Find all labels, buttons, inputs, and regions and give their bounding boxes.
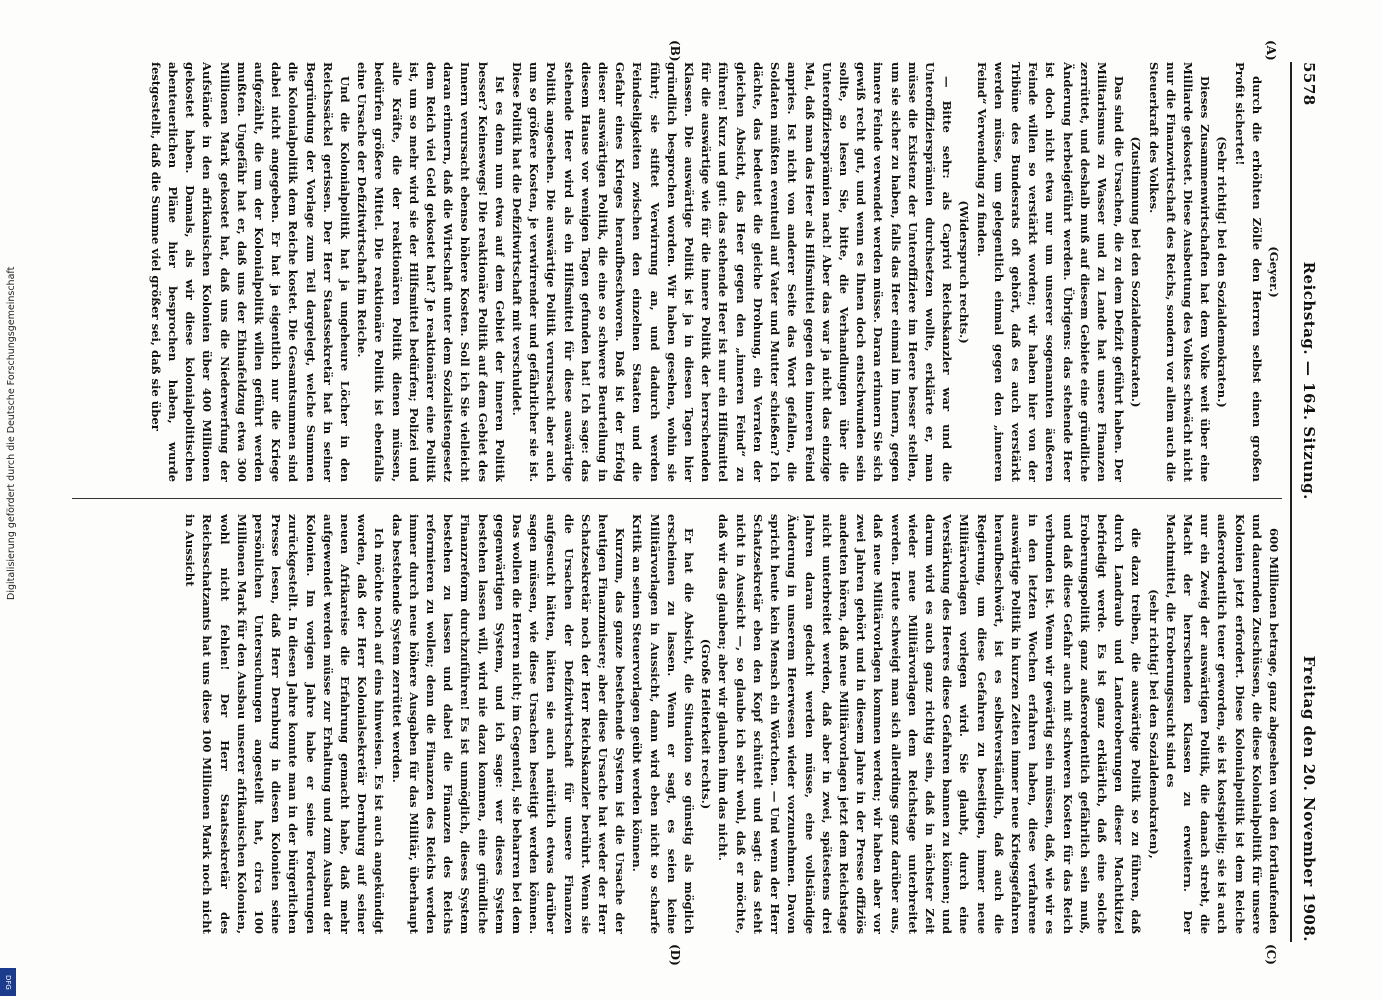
paragraph: 600 Millionen betrage, ganz abgesehen von den fortlaufenden und dauernden Zuschüssen, die diese Kolonialpolitik für unsere Kolonien jetzt erfordert. Diese Kolonialpolitik ist dem Reiche außerordentlich teuer geworden, sie ist kostspielig; sie ist auch nur ein Zweig der auswärtigen Politik, die danach strebt, die Macht der herrschenden Klassen zu erweitern. Der Machtmittel, die Eroberungssucht sind es	[1163, 514, 1281, 934]
paragraph: Und die Kolonialpolitik hat ja ungeheure Löcher in den Reichssäckel gerissen. Der Herr Staatssekretär hat in seiner Begründung der Vorlage zum Teil dargelegt, welche Summen die Kolonialpolitik dem Reiche kostet. Die Gesamtsummen sind dabei nicht angegeben. Er hat ja eigentlich nur die Kriege aufgezählt, die um der Kolonialpolitik willen geführt werden mußten. Ungefähr hat er, daß uns der Ehinafeldzug etwa 300 Millionen Mark gekostet hat, daß uns die Niederwerfung der Aufstände in den afrikanischen Kolonien über 400 Millionen gekostet haben. Damals, als wir diese kolonialpolitischen abenteuerlichen Pläne hier besprochen haben, wurde festgestellt, daß die Summe viel größer sei, daß sie über	[148, 62, 353, 482]
margin-marker-d: (D)	[668, 944, 682, 966]
paragraph: Ist es denn nun etwa auf dem Gebiet der inneren Politik besser? Keineswegs! Die reaktionäre Politik auf dem Gebiet des Innern verursacht ebenso höhere Kosten. Soll ich Sie vielleicht daran erinnern, daß die Wirtschaft unter dem Sozialistengesetz dem Reich viel Geld gekostet hat? Je reaktionärer eine Politik ist, um so mehr wird sie der Hilfsmittel bedürfen; Polizei und alle Kräfte, die der reaktionären Politik dienen müssen, bedürfen größere Mittel. Die reaktionäre Politik ist ebenfalls eine Ursache der Defizitwirtschaft im Reiche.	[355, 62, 507, 482]
margin-marker-b: (B)	[668, 40, 682, 62]
rotated-page-content	[62, 40, 1322, 966]
publication-title: Reichstag. — 164. Sitzung.	[1300, 261, 1318, 500]
margin-marker-c: (C)	[1264, 944, 1278, 965]
right-column	[72, 514, 1282, 934]
dfg-logo-text: DFG	[4, 974, 12, 990]
dfg-logo	[0, 968, 16, 996]
header-rule	[1290, 62, 1292, 942]
paragraph: Er hat die Absicht, die Situation so günstig als möglich erscheinen zu lassen. Wenn er sagt, es seien keine Militärvorlagen in Aussicht, dann wird eben nicht so scharfe Kritik an seinen Steuervorlagen geübt werden können.	[630, 514, 697, 934]
paragraph: Das sind die Ursachen, die zu dem Defizit geführt haben. Der Militarismus zu Wasser und zu Lande hat unsere Finanzen zerrüttet, und deshalb muß auf diesem Gebiete eine gründliche Änderung herbeigeführt werden. Übrigens: das stehende Heer ist doch nicht etwa nur um unserer sogenannten äußeren Feinde willen so verstärkt worden; wir haben hier von der Tribüne des Bundesrats oft gehört, daß es auch verstärkt werden müsse, um gelegentlich einmal gegen den „inneren Feind“ Verwendung zu finden.	[974, 62, 1127, 482]
session-date: Freitag den 20. November 1908.	[1300, 655, 1318, 942]
parliamentary-remark: (Zustimmung bei den Sozialdemokraten.)	[1129, 136, 1144, 408]
column-divider	[72, 498, 1282, 499]
page-number: 5578	[1300, 62, 1318, 106]
parliamentary-remark: (Große Heiterkeit rechts.)	[699, 638, 714, 810]
paragraph: — Bitte sehr: als Caprivi Reichskanzler war und die Unteroffiziersprämien durchsetzen wollte, erklärte er, man müsse die Existenz der Unteroffiziere im Heere besser stellen, um sie sicher zu haben, falls das Heer einmal im Innern, gegen innere Feinde verwendet werden müsse. Daran erinnern Sie sich gewiß recht gut, und wenn es Ihnen doch entschwunden sein sollte, so lesen Sie, bitte, die Verhandlungen über die Unteroffiziersprämien nach! Aber das war ja nicht das einzige Mal, daß man das Heer als Hilfsmittel gegen den inneren Feind anpries. Ist nicht von anderer Seite das Wort gefallen, die Soldaten müßten eventuell auf Vater und Mutter schießen? Ich dächte, das bedeutet die gleiche Drohung, ein Verraten der gleichen Absicht, das Heer gegen den „inneren Feind“ zu führen! Kurz und gut: das stehende Heer ist nur ein Hilfsmittel für die auswärtige wie für die innere Politik der herrschenden Klassen. Die auswärtige Politik ist ja in diesen Tagen hier gründlich besprochen worden. Wir haben gesehen, wohin sie führt; sie stiftet Verwirrung an, und dadurch werden Feindseligkeiten zwischen den einzelnen Staaten und die Gefahr eines Krieges heraufbeschworen. Daß ist der Erfolg dieser auswärtigen Politik, die eine so schwere Beurteilung in diesem Hause vor wenigen Tagen gefunden hat! Ich sage: das stehende Heer wird als ein Hilfsmittel für diese auswärtige Politik angesehen. Die auswärtige Politik verursacht aber auch um so größere Kosten, je verwirrender und gefährlicher sie ist. Diese Politik hat die Defizitwirtschaft mit verschuldet.	[510, 62, 955, 482]
digitization-credit: Digitalisierung gefördert durch die Deutsche Forschungsgemeinschaft	[6, 266, 17, 600]
paragraph: Ich möchte noch auf eins hinweisen. Es ist auch angekündigt worden, daß der Herr Kolonialsekretär Dernburg auf seiner neuen Afrikareise die Erfahrung gemacht habe, daß mehr aufgewendet werden müsse zur Erhaltung und zum Ausbau der Kolonien. Im vorigen Jahre habe er seine Forderungen zurückgestellt. In diesen Jahre konnte man in der bürgerlichen Presse lesen, daß Herr Dernburg in diesen Kolonien seine persönlichen Untersuchungen angestellt hat, circa 100 Millionen Mark für den Ausbau unserer afrikanischen Kolonien, wohl nicht fehlen! Der Herr Staatssekretär des Reichsschatzamts hat uns diese 100 Millionen Mark noch nicht in Aussicht	[183, 514, 387, 934]
paragraph: Dieses Zusammenwirtschaften hat dem Volke weit über eine Milliarde gekostet. Diese Ausbeutung des Volkes schwächt nicht nur die Finanzwirtschaft des Reichs, sondern vor allem auch die Steuerkraft des Volkes.	[1146, 62, 1213, 482]
paragraph: die dazu treiben, die auswärtige Politik so zu führen, daß durch Landraub und Landeroberungen dieser Machtkitzel befriedigt werde. Es ist ganz erklärlich, daß eine solche Eroberungspolitik ganz außerordentlich gefährlich sein muß, und daß diese Gefahr auch mit schweren Kosten für das Reich verbunden ist. Wenn wir gewärtig sein müssen, daß, wie wir es in den letzten Wochen erfahren haben, diese verfahrene auswärtige Politik in kurzen Zeiten immer neue Kriegsgefahren heraufbeschwört, ist es selbstverständlich, daß auch die Regierung, um diese Gefahren zu beseitigen, immer neue Militärvorlagen vorlegen wird. Sie glaubt, durch eine Verstärkung des Heeres diese Gefahren bannen zu können; und darum wird es auch ganz richtig sein, daß in nächster Zeit wieder neue Militärvorlagen dem Reichstage unterbreitet werden. Heute schweigt man sich allerdings ganz darüber aus, daß neue Militärvorlagen kommen werden; wir haben aber vor zwei Jahren gehört und in diesem Jahre in der Presse offiziös andeuten hören, daß neue Militärvorlagen jetzt dem Reichstage nicht unterbreitet werden, daß aber in zwei, spätestens drei Jahren daran gedacht werden müsse, eine vollständige Änderung in unserem Heerwesen wieder vorzunehmen. Davon spricht heute kein Mensch ein Wörtchen. — Und wenn der Herr Schatzsekretär eben den Kopf schüttelt und sagt: das steht nicht in Aussicht —, so glaube ich sehr wohl, daß er möchte, daß wir das glauben; aber wir glauben ihm das nicht.	[716, 514, 1144, 934]
page-header	[1296, 62, 1322, 942]
speaker-name: (Geyer.)	[1267, 246, 1281, 298]
left-column	[72, 62, 1282, 482]
parliamentary-remark: (Widerspruch rechts.)	[957, 200, 972, 344]
parliamentary-remark: (Sehr richtig! bei den Sozialdemokraten.)	[1215, 136, 1230, 408]
parliamentary-remark: (sehr richtig! bei den Sozialdemokraten),	[1146, 589, 1161, 859]
paragraph: Kurzum, das ganze bestehende System ist die Ursache der heutigen Finanzmisere; aber diese Ursache hat weder der Herr Schatzsekretär noch der Herr Reichskanzler berührt. Wenn sie die Ursachen der Defizitwirtschaft für unsere Finanzen aufgesucht hätten, hätten sie auch natürlich etwas darüber sagen müssen, wie diese Ursachen beseitigt werden können. Das wollen die Herren nicht; im Gegenteil, sie beharren bei dem gegenwärtigen System, und ich sage: wer dieses System bestehen lassen will, wird nie dazu kommen, eine gründliche Finanzreform durchzuführen! Es ist unmöglich, dieses System bestehen zu lassen und dabei die Finanzen des Reichs reformieren zu wollen; denn die Finanzen des Reichs werden immer durch neue höhere Ausgaben für das Militär, überhaupt das bestehende System zerrüttet werden.	[389, 514, 628, 934]
margin-marker-a: (A)	[1264, 40, 1278, 61]
paragraph: durch die erhöhten Zölle den Herren selbst einen großen Profit sichertet!	[1232, 62, 1264, 482]
